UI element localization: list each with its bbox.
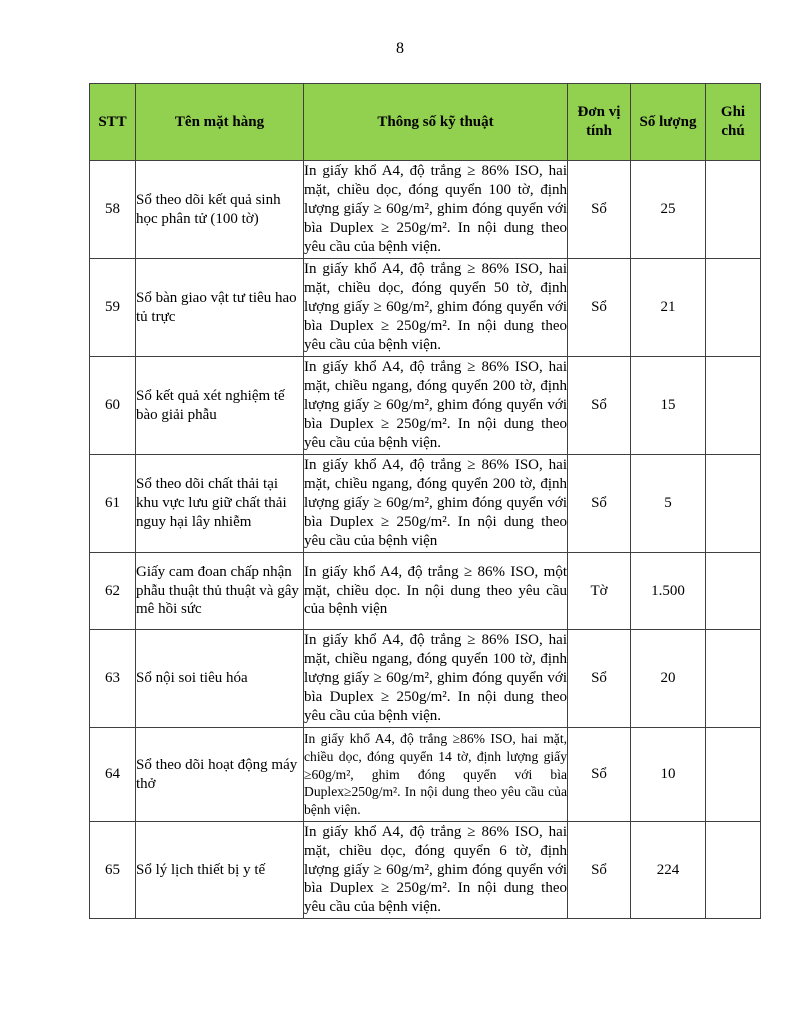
cell-stt: 63 <box>90 630 136 728</box>
cell-stt: 59 <box>90 259 136 357</box>
header-note: Ghi chú <box>706 84 761 161</box>
cell-name: Giấy cam đoan chấp nhận phẫu thuật thủ thuật và gây mê hồi sức <box>136 553 304 630</box>
cell-name: Sổ theo dõi chất thải tại khu vực lưu giữ chất thải nguy hại lây nhiễm <box>136 455 304 553</box>
table-row <box>90 259 761 357</box>
cell-note <box>706 161 761 259</box>
header-stt: STT <box>90 84 136 161</box>
cell-unit: Sổ <box>568 822 631 919</box>
cell-note <box>706 728 761 822</box>
cell-spec: In giấy khổ A4, độ trắng ≥ 86% ISO, hai mặt, chiều dọc, đóng quyển 100 tờ, định lượng giấy ≥ 60g/m², ghim đóng quyển với bìa Duplex ≥ 250g/m². In nội dung theo yêu cầu của bệnh viện. <box>304 161 568 259</box>
cell-name: Sổ kết quả xét nghiệm tế bào giải phẫu <box>136 357 304 455</box>
cell-spec: In giấy khổ A4, độ trắng ≥ 86% ISO, hai mặt, chiều ngang, đóng quyển 200 tờ, định lượng giấy ≥ 60g/m², ghim đóng quyển với bìa Duplex ≥ 250g/m². In nội dung theo yêu cầu của bệnh viện. <box>304 357 568 455</box>
table-row <box>90 822 761 919</box>
cell-unit: Sổ <box>568 357 631 455</box>
cell-spec: In giấy khổ A4, độ trắng ≥86% ISO, hai mặt, chiều dọc, đóng quyển 14 tờ, định lượng giấy ≥60g/m², ghim đóng quyển với bìa Duplex≥250g/m². In nội dung theo yêu cầu của bệnh viện. <box>304 728 568 822</box>
cell-qty: 20 <box>631 630 706 728</box>
cell-stt: 58 <box>90 161 136 259</box>
cell-unit: Sổ <box>568 455 631 553</box>
cell-name: Sổ theo dõi hoạt động máy thở <box>136 728 304 822</box>
cell-spec: In giấy khổ A4, độ trắng ≥ 86% ISO, hai mặt, chiều dọc, đóng quyển 6 tờ, định lượng giấy ≥ 60g/m², ghim đóng quyển với bìa Duplex ≥ 250g/m². In nội dung theo yêu cầu của bệnh viện. <box>304 822 568 919</box>
header-name: Tên mặt hàng <box>136 84 304 161</box>
cell-note <box>706 357 761 455</box>
header-unit: Đơn vị tính <box>568 84 631 161</box>
cell-spec: In giấy khổ A4, độ trắng ≥ 86% ISO, hai mặt, chiều ngang, đóng quyển 100 tờ, định lượng giấy ≥ 60g/m², ghim đóng quyển với bìa Duplex ≥ 250g/m². In nội dung theo yêu cầu của bệnh viện. <box>304 630 568 728</box>
cell-stt: 61 <box>90 455 136 553</box>
cell-unit: Sổ <box>568 728 631 822</box>
cell-name: Sổ lý lịch thiết bị y tế <box>136 822 304 919</box>
cell-stt: 62 <box>90 553 136 630</box>
cell-qty: 5 <box>631 455 706 553</box>
cell-spec: In giấy khổ A4, độ trắng ≥ 86% ISO, một mặt, chiều dọc. In nội dung theo yêu cầu của bệnh viện <box>304 553 568 630</box>
cell-note <box>706 259 761 357</box>
cell-note <box>706 553 761 630</box>
table-row <box>90 455 761 553</box>
cell-name: Sổ theo dõi kết quả sinh học phân tử (100 tờ) <box>136 161 304 259</box>
cell-note <box>706 455 761 553</box>
cell-qty: 25 <box>631 161 706 259</box>
table-header-row <box>90 84 761 161</box>
table-row <box>90 161 761 259</box>
cell-note <box>706 630 761 728</box>
cell-spec: In giấy khổ A4, độ trắng ≥ 86% ISO, hai mặt, chiều ngang, đóng quyển 200 tờ, định lượng giấy ≥ 60g/m², ghim đóng quyển với bìa Duplex ≥ 250g/m². In nội dung theo yêu cầu của bệnh viện <box>304 455 568 553</box>
table-row <box>90 553 761 630</box>
supplies-table <box>89 83 761 919</box>
header-qty: Số lượng <box>631 84 706 161</box>
table-row <box>90 357 761 455</box>
cell-spec: In giấy khổ A4, độ trắng ≥ 86% ISO, hai mặt, chiều dọc, đóng quyển 50 tờ, định lượng giấy ≥ 60g/m², ghim đóng quyển với bìa Duplex ≥ 250g/m². In nội dung theo yêu cầu của bệnh viện. <box>304 259 568 357</box>
cell-qty: 15 <box>631 357 706 455</box>
cell-unit: Sổ <box>568 259 631 357</box>
header-spec: Thông số kỹ thuật <box>304 84 568 161</box>
cell-name: Sổ nội soi tiêu hóa <box>136 630 304 728</box>
cell-unit: Tờ <box>568 553 631 630</box>
cell-stt: 65 <box>90 822 136 919</box>
cell-note <box>706 822 761 919</box>
cell-unit: Sổ <box>568 630 631 728</box>
cell-name: Sổ bàn giao vật tư tiêu hao tủ trực <box>136 259 304 357</box>
cell-unit: Sổ <box>568 161 631 259</box>
cell-qty: 10 <box>631 728 706 822</box>
table-row <box>90 728 761 822</box>
cell-qty: 224 <box>631 822 706 919</box>
cell-stt: 60 <box>90 357 136 455</box>
cell-qty: 1.500 <box>631 553 706 630</box>
page-number: 8 <box>396 40 404 57</box>
cell-qty: 21 <box>631 259 706 357</box>
table-row <box>90 630 761 728</box>
cell-stt: 64 <box>90 728 136 822</box>
